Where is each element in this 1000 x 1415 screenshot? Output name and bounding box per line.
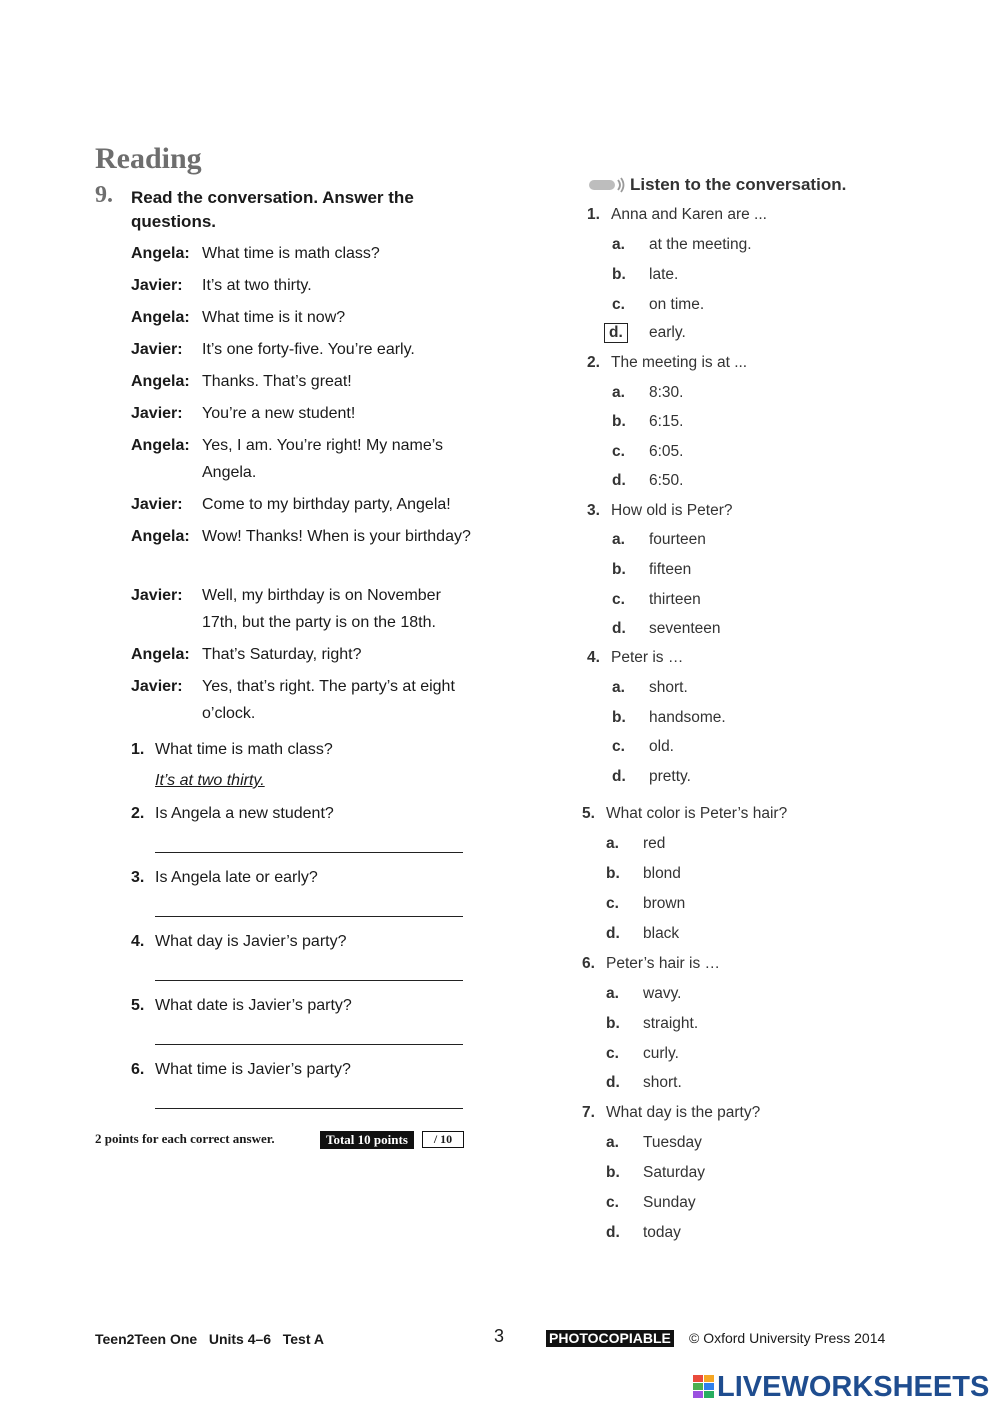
question-number: 3. xyxy=(131,869,145,886)
section-title: Reading xyxy=(95,142,202,175)
dialogue-line: Yes, I am. You’re right! My name’s Angela. xyxy=(202,437,444,481)
option-letter[interactable]: a. xyxy=(606,835,619,852)
option-letter[interactable]: c. xyxy=(612,296,625,313)
option-text: red xyxy=(643,835,666,852)
option-letter[interactable]: a. xyxy=(612,384,625,401)
option-text: at the meeting. xyxy=(649,236,752,253)
option-letter[interactable]: a. xyxy=(606,985,619,1002)
question-number: 5. xyxy=(582,805,595,822)
speaker: Javier: xyxy=(131,405,183,422)
question-text: Is Angela a new student? xyxy=(155,805,334,822)
question-number: 3. xyxy=(587,502,600,519)
question-text: What day is the party? xyxy=(606,1104,761,1121)
option-text: fourteen xyxy=(649,531,706,548)
speaker: Javier: xyxy=(131,341,183,358)
audio-icon xyxy=(588,177,626,193)
option-text: pretty. xyxy=(649,768,691,785)
question-number: 4. xyxy=(587,649,600,666)
option-text: straight. xyxy=(643,1015,699,1032)
question-number: 7. xyxy=(582,1104,595,1121)
exercise-number: 9. xyxy=(95,182,113,208)
dialogue-line: It’s at two thirty. xyxy=(202,277,312,294)
answer-line[interactable] xyxy=(155,980,463,981)
option-text: 8:30. xyxy=(649,384,684,401)
option-letter[interactable]: c. xyxy=(606,1045,619,1062)
option-letter[interactable]: d. xyxy=(606,925,620,942)
option-letter[interactable]: d. xyxy=(612,620,626,637)
option-text: black xyxy=(643,925,680,942)
dialogue-line: It’s one forty-five. You’re early. xyxy=(202,341,415,358)
example-answer: It’s at two thirty. xyxy=(155,772,265,789)
question-text: What color is Peter’s hair? xyxy=(606,805,788,822)
speaker: Angela: xyxy=(131,646,190,663)
option-letter[interactable]: d. xyxy=(606,1074,620,1091)
option-letter[interactable]: b. xyxy=(606,865,620,882)
total-points-label: Total 10 points xyxy=(320,1131,414,1149)
question-text: What date is Javier’s party? xyxy=(155,997,352,1014)
option-text: seventeen xyxy=(649,620,721,637)
option-letter[interactable]: b. xyxy=(612,266,626,283)
page-number: 3 xyxy=(494,1326,505,1346)
option-letter[interactable]: a. xyxy=(606,1134,619,1151)
score-box[interactable]: / 10 xyxy=(422,1131,464,1148)
question-number: 4. xyxy=(131,933,145,950)
option-letter[interactable]: c. xyxy=(612,443,625,460)
answer-line[interactable] xyxy=(155,852,463,853)
speaker: Javier: xyxy=(131,496,183,513)
question-text: The meeting is at ... xyxy=(611,354,748,371)
option-text: early. xyxy=(649,324,686,341)
option-text: Tuesday xyxy=(643,1134,702,1151)
option-text: 6:15. xyxy=(649,413,684,430)
answer-line[interactable] xyxy=(155,1044,463,1045)
dialogue-line: That’s Saturday, right? xyxy=(202,646,362,663)
dialogue-line: What time is math class? xyxy=(202,245,380,262)
option-letter[interactable]: a. xyxy=(612,679,625,696)
question-text: How old is Peter? xyxy=(611,502,733,519)
speaker: Angela: xyxy=(131,309,190,326)
option-letter[interactable]: b. xyxy=(606,1164,620,1181)
option-text: 6:05. xyxy=(649,443,684,460)
option-text: Saturday xyxy=(643,1164,706,1181)
dialogue-line: Well, my birthday is on November 17th, but the party is on the 18th. xyxy=(202,587,441,631)
exercise-instruction: Read the conversation. Answer the questions. xyxy=(131,188,414,231)
option-letter[interactable]: b. xyxy=(612,709,626,726)
liveworksheets-logo-icon xyxy=(693,1375,715,1399)
option-letter[interactable]: c. xyxy=(606,1194,619,1211)
speaker: Angela: xyxy=(131,528,190,545)
option-text: on time. xyxy=(649,296,705,313)
speaker: Angela: xyxy=(131,373,190,390)
question-text: Peter’s hair is … xyxy=(606,955,720,972)
option-text: thirteen xyxy=(649,591,701,608)
dialogue-line: You’re a new student! xyxy=(202,405,356,422)
speaker: Javier: xyxy=(131,587,183,604)
dialogue-line: Thanks. That’s great! xyxy=(202,373,352,390)
question-text: Anna and Karen are ... xyxy=(611,206,767,223)
dialogue-line: Yes, that’s right. The party’s at eight o’clock. xyxy=(202,678,455,722)
option-letter[interactable]: c. xyxy=(612,591,625,608)
question-number: 6. xyxy=(582,955,595,972)
speaker: Angela: xyxy=(131,437,190,454)
question-text: Peter is … xyxy=(611,649,684,666)
photocopiable-badge: PHOTOCOPIABLE xyxy=(546,1330,674,1347)
option-text: fifteen xyxy=(649,561,692,578)
option-letter[interactable]: a. xyxy=(612,236,625,253)
question-text: Is Angela late or early? xyxy=(155,869,318,886)
dialogue-line: Wow! Thanks! When is your birthday? xyxy=(202,528,471,545)
option-text: brown xyxy=(643,895,686,912)
copyright: © Oxford University Press 2014 xyxy=(689,1330,886,1346)
question-text: What time is Javier’s party? xyxy=(155,1061,351,1078)
question-number: 5. xyxy=(131,997,145,1014)
question-number: 2. xyxy=(131,805,145,822)
liveworksheets-brand[interactable]: LIVEWORKSHEETS xyxy=(717,1371,990,1403)
option-text: blond xyxy=(643,865,681,882)
option-letter[interactable]: d. xyxy=(606,1224,620,1241)
option-letter[interactable]: b. xyxy=(606,1015,620,1032)
option-text: Sunday xyxy=(643,1194,696,1211)
option-text: late. xyxy=(649,266,679,283)
option-letter[interactable]: b. xyxy=(612,413,626,430)
option-letter[interactable]: d. xyxy=(612,472,626,489)
question-number: 2. xyxy=(587,354,600,371)
answer-line[interactable] xyxy=(155,916,463,917)
listening-title: Listen to the conversation. xyxy=(630,175,847,194)
option-text: curly. xyxy=(643,1045,679,1062)
option-letter[interactable]: c. xyxy=(606,895,619,912)
dialogue-line: What time is it now? xyxy=(202,309,346,326)
footer-book-info: Teen2Teen One Units 4–6 Test A xyxy=(95,1331,324,1347)
option-text: old. xyxy=(649,738,674,755)
points-note: 2 points for each correct answer. xyxy=(95,1131,275,1146)
question-number: 1. xyxy=(587,206,600,223)
option-text: today xyxy=(643,1224,681,1241)
option-text: wavy. xyxy=(643,985,682,1002)
speaker: Javier: xyxy=(131,678,183,695)
answer-line[interactable] xyxy=(155,1108,463,1109)
speaker: Angela: xyxy=(131,245,190,262)
question-text: What time is math class? xyxy=(155,741,333,758)
speaker: Javier: xyxy=(131,277,183,294)
option-text: short. xyxy=(649,679,688,696)
option-letter[interactable]: b. xyxy=(612,561,626,578)
option-text: 6:50. xyxy=(649,472,684,489)
dialogue-line: Come to my birthday party, Angela! xyxy=(202,496,451,513)
option-letter[interactable]: d. xyxy=(612,768,626,785)
option-letter-selected[interactable]: d. xyxy=(604,323,628,343)
option-text: handsome. xyxy=(649,709,726,726)
option-letter[interactable]: c. xyxy=(612,738,625,755)
option-letter[interactable]: a. xyxy=(612,531,625,548)
option-text: short. xyxy=(643,1074,682,1091)
question-number: 6. xyxy=(131,1061,145,1078)
question-text: What day is Javier’s party? xyxy=(155,933,347,950)
question-number: 1. xyxy=(131,741,145,758)
